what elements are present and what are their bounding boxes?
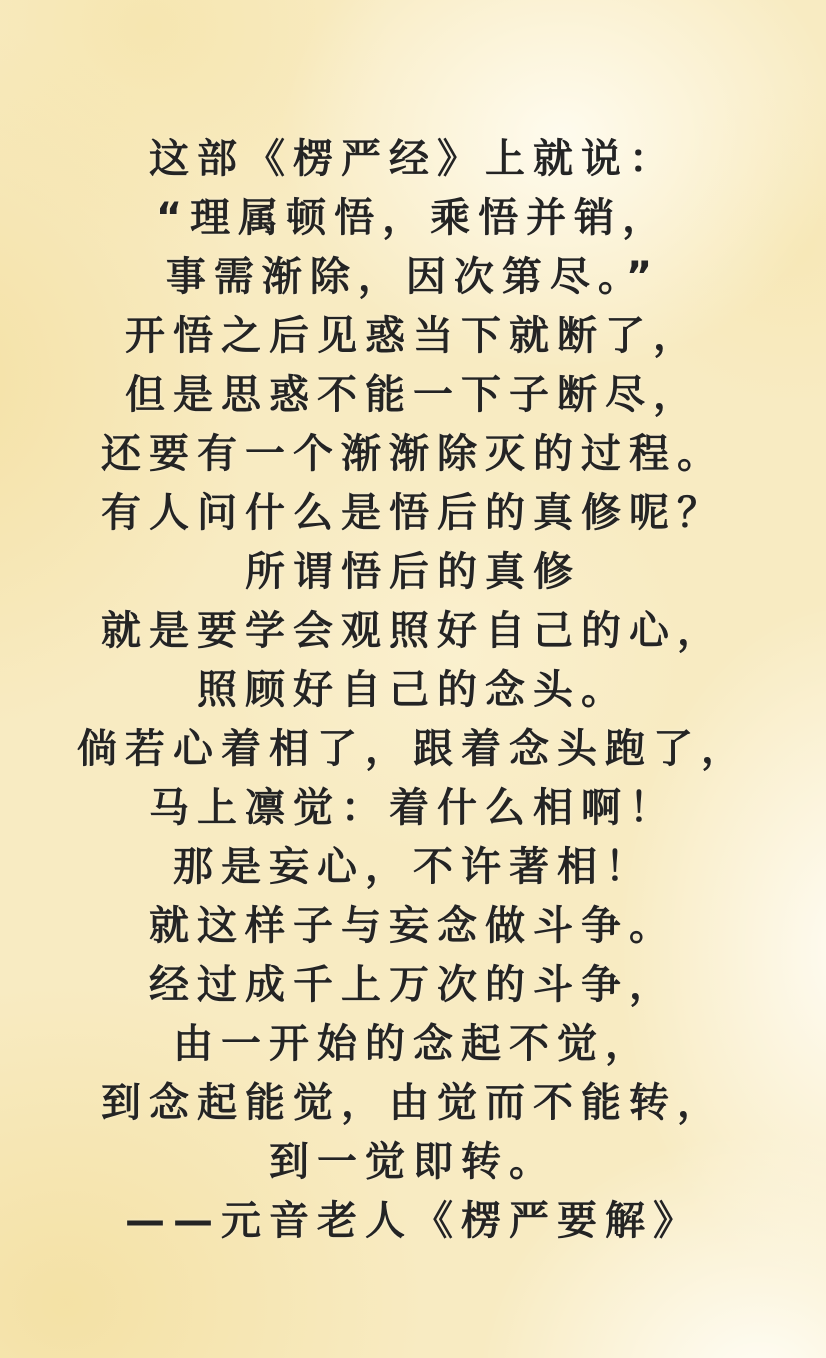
quote-line-15: 经过成千上万次的斗争，: [149, 962, 677, 1008]
quote-line-10: 照顾好自己的念头。: [197, 667, 629, 713]
quote-line-11: 倘若心着相了，跟着念头跑了，: [77, 726, 749, 772]
quote-line-14: 就这样子与妄念做斗争。: [149, 903, 677, 949]
quote-text-block: [0, 130, 826, 1251]
quote-line-2: “理属顿悟，乘悟并销，: [155, 195, 671, 241]
quote-line-6: 还要有一个渐渐除灭的过程。: [101, 431, 725, 477]
quote-line-17: 到念起能觉，由觉而不能转，: [101, 1080, 725, 1126]
quote-line-9: 就是要学会观照好自己的心，: [101, 608, 725, 654]
quote-line-7: 有人问什么是悟后的真修呢？: [101, 490, 725, 536]
quote-line-5: 但是思惑不能一下子断尽，: [125, 372, 701, 418]
attribution-line: ——元音老人《楞严要解》: [125, 1198, 701, 1244]
quote-line-1: 这部《楞严经》上就说：: [149, 136, 677, 182]
quote-line-8: 所谓悟后的真修: [245, 549, 581, 595]
quote-line-18: 到一觉即转。: [269, 1139, 557, 1185]
quote-line-12: 马上凛觉：着什么相啊！: [149, 785, 677, 831]
quote-line-16: 由一开始的念起不觉，: [173, 1021, 653, 1067]
quote-line-3: 事需渐除，因次第尽。”: [165, 254, 661, 300]
quote-line-13: 那是妄心，不许著相！: [173, 844, 653, 890]
quote-line-4: 开悟之后见惑当下就断了，: [125, 313, 701, 359]
